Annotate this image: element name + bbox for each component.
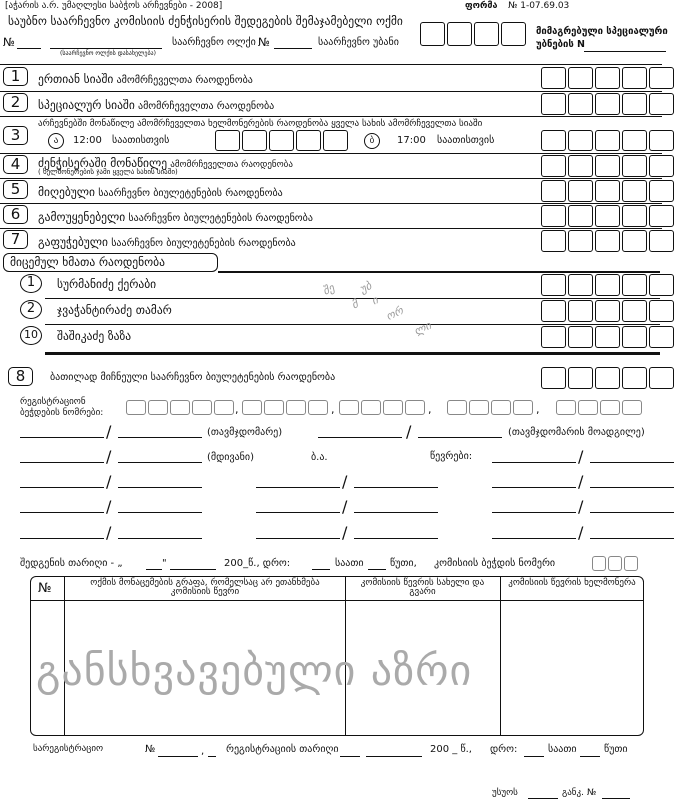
col-number-header: № bbox=[38, 581, 52, 596]
registration-number-field[interactable] bbox=[158, 756, 198, 757]
district-caption: (საარჩევნო ოლქის დასახელება) bbox=[60, 50, 156, 57]
sheet-no-label: განკ. № bbox=[562, 788, 597, 798]
row-label-rest: ამომრჩეველთა რაოდენობა bbox=[138, 101, 275, 112]
member-name-field[interactable] bbox=[256, 512, 340, 513]
precinct-number-boxes[interactable] bbox=[420, 22, 528, 46]
member-name-field[interactable] bbox=[20, 512, 104, 513]
registration-label: სარეგისტრაციო bbox=[33, 744, 104, 754]
candidate-number: 2 bbox=[20, 300, 42, 319]
seal-number-boxes-2[interactable] bbox=[242, 400, 330, 415]
election-reference: [აჭარის ა.რ. უმაღლესი საბჭოს არჩევნები - 2008] bbox=[5, 1, 223, 11]
row-label-rest: ამომრჩეველთა რაოდენობა bbox=[116, 75, 253, 86]
chair-label: (თავმჯდომარე) bbox=[207, 427, 283, 438]
watermark-fragment: ორ bbox=[384, 303, 406, 324]
precinct-no-field[interactable] bbox=[274, 48, 312, 49]
row-number: 4 bbox=[3, 155, 28, 174]
candidate-name: ჯვაჭანტირაძე თამარ bbox=[57, 303, 172, 317]
reg-minute-label: წუთი bbox=[604, 744, 628, 755]
member-name-field[interactable] bbox=[20, 487, 104, 488]
votes-header: მიცემულ ხმათა რაოდენობა bbox=[10, 255, 165, 269]
col-sign-header: კომისიის წევრის ხელმონერა bbox=[508, 578, 636, 588]
row-label-rest: საარჩევნო ბიულეტენების რაოდენობა bbox=[128, 213, 313, 224]
value-boxes[interactable] bbox=[541, 93, 675, 115]
seal-numbers-label-2: ბეჭდების ნომრები: bbox=[20, 408, 104, 418]
reg-hour-label: საათი bbox=[548, 744, 577, 755]
reg-month-field[interactable] bbox=[366, 756, 422, 757]
precinct-no-sign: № bbox=[258, 35, 270, 49]
row3-label-b: საათისთვის bbox=[437, 135, 495, 146]
row-label: გაფუჭებული bbox=[38, 235, 108, 249]
stamp-place-label: ბ.ა. bbox=[311, 452, 328, 463]
divider bbox=[0, 64, 662, 65]
protocol-title: საუბნო საარჩევნო კომისიის ძენჭისერის შედეგების შემაჯამებელი ოქმი bbox=[8, 14, 403, 28]
member-sign-field[interactable] bbox=[118, 538, 202, 539]
member-name-field[interactable] bbox=[492, 512, 576, 513]
row-label: გამოუყენებელი bbox=[38, 210, 126, 224]
hour-label: საათი bbox=[335, 558, 364, 569]
row3-time-b: 17:00 bbox=[397, 135, 426, 146]
vote-boxes[interactable] bbox=[541, 300, 675, 322]
row-number: 3 bbox=[3, 126, 28, 145]
watermark-fragment: მ bbox=[349, 297, 361, 312]
month-field[interactable] bbox=[170, 569, 216, 570]
candidate-row-2 bbox=[0, 300, 675, 322]
member-name-field[interactable] bbox=[492, 538, 576, 539]
sheet-field[interactable] bbox=[528, 798, 558, 799]
quote-close: " bbox=[162, 558, 167, 569]
seal-number-boxes[interactable] bbox=[592, 556, 640, 571]
member-name-field[interactable] bbox=[492, 462, 576, 463]
value-boxes[interactable] bbox=[541, 155, 675, 177]
form-label: ფორმა bbox=[465, 1, 498, 11]
row3-boxes-b[interactable] bbox=[541, 130, 675, 151]
row-number: 8 bbox=[8, 367, 33, 386]
precinct-label: საარჩევნო უბანი bbox=[318, 37, 399, 48]
col-content-header: ოქმის მონაცემების გრაფა, რომელსაც არ ეთანხმება კომისიის წევრი bbox=[90, 578, 320, 597]
reg-year: 200 _ წ., bbox=[430, 744, 472, 755]
registration-extra-field[interactable] bbox=[208, 756, 216, 757]
member-sign-field[interactable] bbox=[118, 487, 202, 488]
row-label: ერთიან სიაში bbox=[38, 72, 114, 86]
sheet-label: უსუოს bbox=[492, 788, 518, 798]
row-2 bbox=[0, 93, 675, 115]
row3-label-a: საათისთვის bbox=[112, 135, 170, 146]
seal-number-label: კომისიის ბეჭდის ნომერი bbox=[434, 558, 556, 569]
completion-year: 200_წ., დრო: bbox=[224, 558, 291, 569]
secretary-name-field[interactable] bbox=[20, 462, 104, 463]
minute-label: წუთი, bbox=[390, 558, 417, 569]
deputy-label: (თავმჯდომარის მოადგილე) bbox=[508, 427, 645, 438]
members-label: წევრები: bbox=[430, 451, 473, 462]
seal-numbers-label-1: რეგისტრაციონ bbox=[20, 397, 86, 407]
district-name-label: საარჩევნო ოლქი bbox=[172, 37, 256, 48]
member-name-field[interactable] bbox=[256, 538, 340, 539]
row-number: 2 bbox=[3, 93, 28, 112]
col-name-header: კომისიის წევრის სახელი და გვარი bbox=[360, 578, 485, 597]
seal-number-boxes-3[interactable] bbox=[339, 400, 427, 415]
reg-minute-field[interactable] bbox=[580, 756, 600, 757]
member-sign-field[interactable] bbox=[354, 512, 438, 513]
value-boxes[interactable] bbox=[541, 180, 675, 202]
completion-date-label: შედგენის თარიღი - „ bbox=[20, 558, 123, 569]
votes-header-box bbox=[3, 253, 218, 272]
row3-letter-a: ა bbox=[48, 133, 64, 149]
row-4 bbox=[0, 155, 675, 177]
member-sign-field[interactable] bbox=[590, 487, 674, 488]
minute-field[interactable] bbox=[368, 569, 386, 570]
special-precinct-label-1: მიმაგრებული სპეციალური bbox=[536, 26, 668, 37]
reg-time-label: დრო: bbox=[490, 744, 518, 755]
row-number: 5 bbox=[3, 180, 28, 199]
deputy-sign-field[interactable] bbox=[418, 437, 502, 438]
candidate-row-3 bbox=[0, 326, 675, 348]
seal-number-boxes-5[interactable] bbox=[556, 400, 644, 415]
member-sign-field[interactable] bbox=[118, 512, 202, 513]
candidate-row-1 bbox=[0, 274, 675, 296]
row3-boxes-a[interactable] bbox=[215, 130, 350, 151]
chair-sign-field[interactable] bbox=[118, 437, 202, 438]
value-boxes[interactable] bbox=[541, 230, 675, 252]
member-sign-field[interactable] bbox=[354, 538, 438, 539]
candidate-number: 10 bbox=[20, 326, 42, 345]
row-3 bbox=[0, 118, 675, 154]
registration-date-label: რეგისტრაციის თარიღი bbox=[226, 744, 339, 755]
member-name-field[interactable] bbox=[256, 487, 340, 488]
row3-letter-b: ბ bbox=[364, 133, 380, 149]
reg-hour-field[interactable] bbox=[524, 756, 544, 757]
secretary-label: (მდივანი) bbox=[207, 452, 254, 463]
value-boxes[interactable] bbox=[541, 67, 675, 89]
district-no-sign: № bbox=[3, 35, 15, 49]
row-label: მიღებული bbox=[38, 185, 95, 199]
row-label: ბათილად მიჩნეული საარჩევნო ბიულეტენების რაოდენობა bbox=[50, 372, 336, 383]
watermark-fragment: ლი bbox=[412, 318, 434, 339]
row-1 bbox=[0, 67, 675, 89]
candidate-number: 1 bbox=[20, 274, 42, 293]
watermark-fragment: შე bbox=[320, 281, 337, 298]
sheet-no-field[interactable] bbox=[602, 798, 630, 799]
chair-name-field[interactable] bbox=[20, 437, 104, 438]
row-label-rest: საარჩევნო ბიულეტენების რაოდენობა bbox=[98, 188, 283, 199]
member-name-field[interactable] bbox=[20, 538, 104, 539]
special-precinct-field[interactable] bbox=[584, 51, 666, 52]
member-sign-field[interactable] bbox=[590, 512, 674, 513]
row-7 bbox=[0, 230, 675, 252]
row4-note: ( ხელმონერების ჯამი ყველა სახის სიაში) bbox=[38, 168, 178, 176]
candidate-name: შაშიკაძე ზაზა bbox=[57, 329, 132, 343]
secretary-sign-field[interactable] bbox=[118, 462, 202, 463]
reg-day-field[interactable] bbox=[340, 756, 360, 757]
member-sign-field[interactable] bbox=[590, 462, 674, 463]
special-precinct-label-2: უბნების N bbox=[536, 39, 586, 50]
member-sign-field[interactable] bbox=[354, 487, 438, 488]
member-name-field[interactable] bbox=[492, 487, 576, 488]
candidate-name: სურმანიძე ქერაბი bbox=[57, 277, 157, 291]
vote-boxes[interactable] bbox=[541, 274, 675, 296]
row-8 bbox=[0, 367, 675, 389]
value-boxes[interactable] bbox=[541, 367, 675, 389]
row-label-rest: ამომრჩეველთა რაოდენობა bbox=[170, 160, 293, 170]
row-label: სპეციალურ სიაში bbox=[38, 98, 135, 112]
row-number: 7 bbox=[3, 230, 28, 249]
row3-time-a: 12:00 bbox=[73, 135, 102, 146]
registration-no-sign: № bbox=[145, 744, 156, 755]
row-number: 6 bbox=[3, 205, 28, 224]
hour-field[interactable] bbox=[312, 569, 330, 570]
day-field[interactable] bbox=[146, 569, 162, 570]
row-label-rest: არჩევნებში მონაწილე ამომრჩეველთა ხელმონერების რაოდენობა ყველა სახის ამომრჩეველთა სიაში bbox=[38, 119, 483, 129]
dissent-watermark: განსხვავებული აზრი bbox=[36, 646, 473, 695]
row-number: 1 bbox=[3, 67, 28, 86]
row-label-rest: საარჩევნო ბიულეტენების რაოდენობა bbox=[111, 238, 296, 249]
row-label: ძენჭისერაში მონაწილე bbox=[38, 156, 168, 170]
district-no-field[interactable] bbox=[17, 48, 41, 49]
row-6 bbox=[0, 205, 675, 227]
vote-boxes[interactable] bbox=[541, 326, 675, 348]
member-sign-field[interactable] bbox=[590, 538, 674, 539]
deputy-name-field[interactable] bbox=[318, 437, 402, 438]
district-name-field[interactable] bbox=[50, 48, 162, 49]
seal-number-boxes-1[interactable] bbox=[126, 400, 236, 415]
watermark-fragment: ი bbox=[369, 293, 381, 308]
row-5 bbox=[0, 180, 675, 202]
form-number: № 1-07.69.03 bbox=[508, 1, 570, 11]
watermark-fragment: უბ bbox=[357, 279, 374, 296]
seal-number-boxes-4[interactable] bbox=[447, 400, 535, 415]
value-boxes[interactable] bbox=[541, 205, 675, 227]
